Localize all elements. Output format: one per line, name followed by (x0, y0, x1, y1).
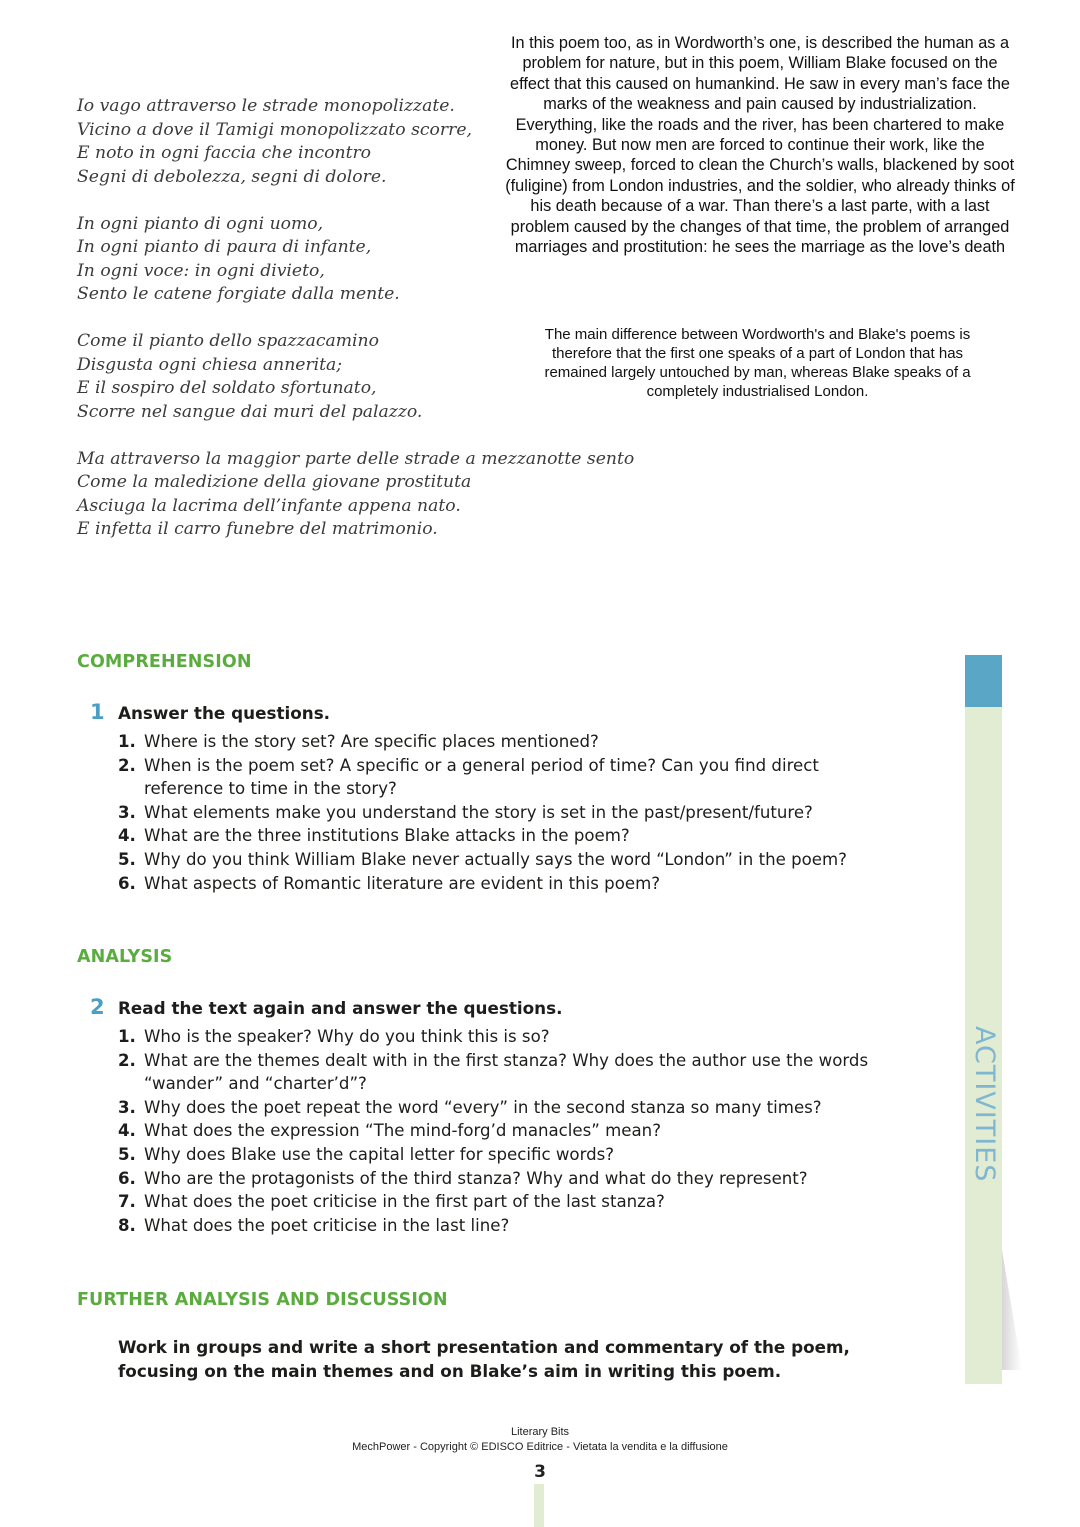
question-text: What aspects of Romantic literature are evident in this poem? (144, 873, 661, 893)
activities-label (969, 1026, 999, 1094)
further-analysis-title: FURTHER ANALYSIS AND DISCUSSION (77, 1290, 448, 1310)
poem-line: Sento le catene forgiate dalla mente. (77, 284, 400, 304)
activities-sidebar (965, 655, 1002, 1384)
question-text: Who are the protagonists of the third stanza? Why and what do they represent? (144, 1168, 808, 1188)
book-title: Literary Bits (510, 1426, 570, 1438)
question-number: 1. (118, 732, 136, 751)
question-number: 8. (118, 1215, 136, 1235)
question-number: 5. (118, 1144, 136, 1164)
poem-line: Come la maledizione della giovane prostituta (77, 472, 472, 492)
analysis-title: ANALYSIS (77, 947, 173, 967)
poem-line: In ogni voce: in ogni divieto, (77, 260, 325, 281)
question-number: 3. (118, 1097, 136, 1117)
poem-line: E il sospiro del soldato sfortunato, (77, 378, 377, 398)
question-item (118, 801, 890, 825)
question-item (118, 872, 890, 896)
question-item (118, 730, 890, 754)
comprehension-exercise (90, 700, 890, 895)
page-number: 3 (534, 1462, 546, 1482)
exercise-number: 2 (90, 995, 105, 1019)
question-text: What does the expression “The mind-forg’d manacles” mean? (144, 1121, 662, 1141)
question-item (118, 1096, 890, 1120)
question-number: 6. (118, 1168, 136, 1188)
question-item (118, 1119, 890, 1143)
question-text: What does the poet criticise in the first part of the last stanza? (144, 1192, 665, 1212)
question-item (118, 1167, 890, 1191)
copyright-notice: MechPower - Copyright © EDISCO Editrice - Vietata la vendita e la diffusione (352, 1441, 728, 1453)
question-number: 4. (118, 826, 136, 846)
question-item (118, 1143, 890, 1167)
question-text: What are the themes dealt with in the first stanza? Why does the author use the words “wander” and “charter’d”? (144, 1050, 869, 1094)
question-number: 6. (118, 873, 136, 893)
question-number: 2. (118, 755, 136, 775)
poem-line: In ogni pianto di ogni uomo, (77, 213, 324, 234)
comparison-note: The main difference between Wordworth's and Blake's poems is therefore that the first one speaks of a part of London that has remained largely untouched by man, whereas Blake speaks of a completely industrialised London. (544, 326, 971, 400)
question-text: What does the poet criticise in the last line? (144, 1215, 510, 1235)
exercise-heading (90, 700, 890, 724)
question-number: 7. (118, 1192, 136, 1212)
analysis-exercise (90, 995, 890, 1237)
page-footer (240, 1425, 840, 1455)
sidebar-accent (965, 655, 1002, 707)
poem-line: Io vago attraverso le strade monopolizzate. (77, 96, 455, 116)
question-item (118, 1049, 890, 1096)
exercise-heading (90, 995, 890, 1019)
question-text: Who is the speaker? Why do you think this is so? (144, 1027, 550, 1046)
question-item (118, 1214, 890, 1238)
question-number: 4. (118, 1121, 136, 1141)
question-item (118, 848, 890, 872)
poem-line: Ma attraverso la maggior parte delle strade a mezzanotte sento (77, 448, 635, 469)
question-text: What are the three institutions Blake attacks in the poem? (144, 826, 630, 846)
poem-line: E noto in ogni faccia che incontro (77, 143, 372, 163)
question-text: Where is the story set? Are specific places mentioned? (144, 732, 599, 751)
question-list (90, 730, 890, 895)
question-text: When is the poem set? A specific or a general period of time? Can you find direct reference to time in the story? (144, 755, 819, 799)
poem-line: Disgusta ogni chiesa annerita; (77, 354, 343, 375)
poem-line: Asciuga la lacrima dell’infante appena nato. (77, 495, 461, 516)
question-number: 5. (118, 849, 136, 869)
poem-stanza (77, 448, 637, 542)
page-number-bar (534, 1484, 544, 1527)
poem-line: Vicino a dove il Tamigi monopolizzato scorre, (77, 119, 472, 140)
question-item (118, 1025, 890, 1049)
question-text: What elements make you understand the story is set in the past/present/future? (144, 802, 813, 822)
poem-line: E infetta il carro funebre del matrimonio. (77, 519, 438, 539)
poem-line: In ogni pianto di paura di infante, (77, 237, 372, 257)
question-list (90, 1025, 890, 1237)
question-item (118, 824, 890, 848)
question-number: 1. (118, 1027, 136, 1046)
sidebar-shadow (1002, 1250, 1022, 1370)
question-item (118, 754, 890, 801)
group-task: Work in groups and write a short presentation and commentary of the poem, focusing on the main themes and on Blake’s aim in writing this poem. (118, 1337, 850, 1381)
poem-line: Scorre nel sangue dai muri del palazzo. (77, 401, 423, 422)
poem-line: Come il pianto dello spazzacamino (77, 331, 379, 351)
question-text: Why does the poet repeat the word “every” in the second stanza so many times? (144, 1097, 822, 1117)
question-text: Why do you think William Blake never actually says the word “London” in the poem? (144, 849, 847, 869)
question-number: 3. (118, 802, 136, 822)
question-item (118, 1190, 890, 1214)
question-number: 2. (118, 1050, 136, 1070)
exercise-instruction: Answer the questions. (118, 703, 331, 723)
question-text: Why does Blake use the capital letter for specific words? (144, 1144, 615, 1164)
exercise-number: 1 (90, 700, 105, 724)
commentary-note: In this poem too, as in Wordworth’s one, is described the human as a problem for nature, but in this poem, William Blake focused on the effect that this caused on humankind. He saw in every man’s face the marks of the weakness and pain caused by industrialization. Everything, like the roads and the river, has been chartered to make money. But now men are forced to continue their work, like the Chimney sweep, forced to clean the Church’s walls, blackened by soot (fuligine) from London industries, and the soldier, who already thinks of his death because of a war. Than there’s a last parte, with a last problem caused by the changes of that time, the problem of arranged marriages and prostitution: he sees the marriage as the love’s death (505, 34, 1015, 257)
poem-line: Segni di debolezza, segni di dolore. (77, 166, 387, 187)
comprehension-title: COMPREHENSION (77, 652, 252, 672)
exercise-instruction: Read the text again and answer the questions. (118, 998, 563, 1018)
